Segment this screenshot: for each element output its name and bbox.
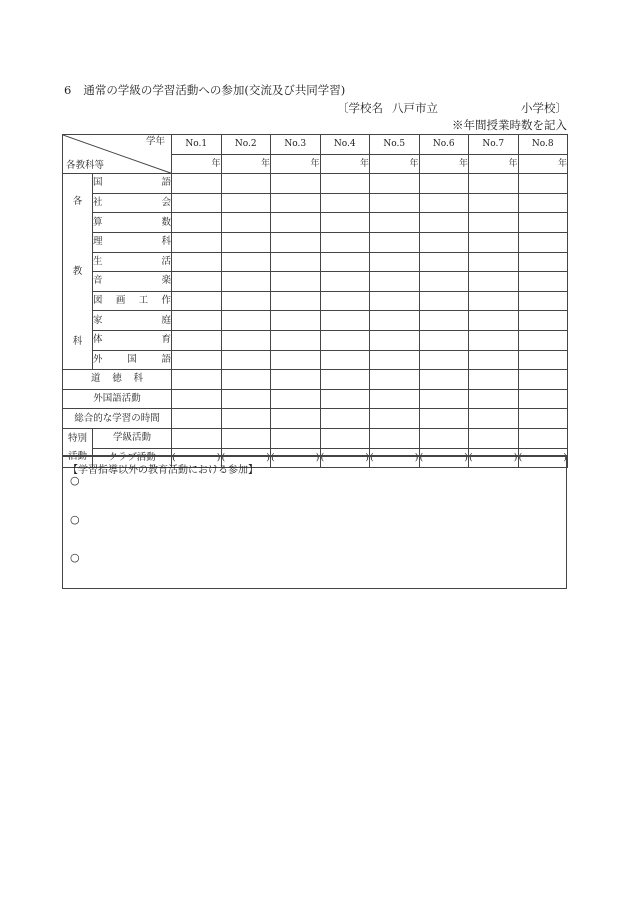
hours-input-cell[interactable] [320,350,370,370]
hours-input-cell[interactable] [370,174,420,194]
section-title: 通常の学級の学習活動への参加(交流及び共同学習) [83,83,346,97]
grade-input-cell[interactable] [172,154,222,174]
subject-row [63,350,568,370]
subject-name-cell [93,213,172,233]
close-paren: ) [414,451,419,463]
hours-input-cell[interactable] [221,252,271,272]
hours-input-cell[interactable] [271,252,321,272]
dotoku-char: 道 [91,373,101,385]
hours-input-cell[interactable] [469,252,519,272]
column-header-no3: No.3 [271,135,321,155]
open-paren: ( [419,451,424,463]
hours-input-cell[interactable] [370,370,420,390]
hours-input-cell[interactable] [320,193,370,213]
subject-name [93,233,171,251]
subject-char: 図 [93,295,103,307]
subject-char: 庭 [161,314,171,326]
grade-suffix-label: 年 [310,158,320,169]
hours-input-cell[interactable] [320,409,370,429]
hours-input-cell[interactable] [221,409,271,429]
subject-name [93,292,171,310]
category-char: 教 [72,265,83,277]
hours-input-cell[interactable] [370,232,420,252]
grade-input-cell[interactable] [221,154,271,174]
hours-input-cell[interactable] [518,428,568,448]
hours-input-cell[interactable] [419,213,469,233]
hours-input-cell[interactable] [320,174,370,194]
hours-input-cell[interactable] [469,311,519,331]
subject-char: 作 [161,295,171,307]
hours-input-cell[interactable] [221,311,271,331]
hours-input-cell[interactable] [419,409,469,429]
subject-name [93,174,171,192]
school-city: 八戸市立 [392,101,438,115]
other-activities-title: 【学習指導以外の教育活動における参加】 [68,465,258,476]
subject-char: 楽 [161,275,171,287]
hours-input-cell[interactable] [172,252,222,272]
foreign-language-activity-label: 外国語活動 [63,389,172,409]
hours-input-cell[interactable] [419,370,469,390]
dotoku-label-cell [63,370,172,390]
hours-input-cell[interactable] [419,428,469,448]
hours-input-cell[interactable] [320,389,370,409]
hours-input-cell[interactable] [271,272,321,292]
hours-input-cell[interactable] [271,428,321,448]
hours-input-cell[interactable] [370,311,420,331]
hours-input-cell[interactable] [271,409,321,429]
subject-char: 語 [161,177,171,189]
grade-suffix-label: 年 [359,158,369,169]
dotoku-label [63,370,171,388]
hours-input-cell[interactable] [419,174,469,194]
hours-input-cell[interactable] [172,232,222,252]
hours-input-cell[interactable] [370,272,420,292]
entry-bullet-2: ○ [70,513,80,526]
subject-name-cell [93,311,172,331]
subject-row [63,174,568,194]
grade-suffix-label: 年 [409,158,419,169]
close-paren: ) [464,451,468,463]
hours-input-cell[interactable] [221,330,271,350]
subject-name [93,214,171,232]
close-paren: ) [365,451,369,463]
hours-input-cell[interactable] [221,213,271,233]
subject-name [93,312,171,330]
hours-input-cell[interactable] [172,330,222,350]
category-char: 科 [72,335,83,347]
subject-name-cell [93,252,172,272]
hours-input-cell[interactable] [221,193,271,213]
header-row [63,135,568,155]
grade-corner-label: 学年 [145,136,165,147]
hours-input-cell[interactable] [469,232,519,252]
subject-char: 音 [93,275,103,287]
grade-suffix-label: 年 [260,158,270,169]
hours-input-cell[interactable] [469,389,519,409]
section-number: 6 [64,83,72,97]
hours-input-cell[interactable] [221,350,271,370]
hours-input-cell[interactable] [469,193,519,213]
entry-bullet-3: ○ [70,551,80,564]
subject-char: 育 [161,334,171,346]
hours-input-cell[interactable] [271,291,321,311]
hours-input-cell[interactable] [419,350,469,370]
subject-char: 会 [161,197,171,209]
hours-input-cell[interactable] [172,291,222,311]
grade-input-cell[interactable] [419,154,469,174]
hours-input-cell[interactable] [221,291,271,311]
grade-input-cell[interactable] [271,154,321,174]
section-heading [64,82,345,98]
category-char: 各 [72,195,83,207]
hours-input-cell[interactable] [320,272,370,292]
hours-input-cell[interactable] [370,409,420,429]
grade-suffix-label: 年 [557,158,567,169]
special-activities-line: 特別 [67,433,87,444]
hours-input-cell[interactable] [172,272,222,292]
hours-input-cell[interactable] [320,330,370,350]
subject-row [63,193,568,213]
hours-input-cell[interactable] [419,272,469,292]
hours-input-cell[interactable] [221,370,271,390]
subject-name-cell [93,272,172,292]
hours-input-cell[interactable] [518,330,568,350]
subject-row [63,232,568,252]
hours-input-cell[interactable] [172,370,222,390]
hours-input-cell[interactable] [271,213,321,233]
hours-input-cell[interactable] [221,428,271,448]
hours-input-cell[interactable] [518,252,568,272]
subject-char: 科 [161,236,171,248]
hours-input-cell[interactable] [469,350,519,370]
hours-input-cell[interactable] [370,350,420,370]
category-kyouka-cell [63,174,93,370]
school-suffix: 小学校〕 [521,101,567,115]
column-header-no4: No.4 [320,135,370,155]
category-kyouka-label [63,187,92,357]
close-paren: ) [513,451,518,463]
hours-input-cell[interactable] [271,330,321,350]
grade-suffix-label: 年 [458,158,468,169]
grade-input-cell[interactable] [469,154,519,174]
class-activity-label: 学級活動 [93,428,172,448]
subject-char: 社 [93,197,103,209]
subject-char: 工 [138,295,149,307]
hours-input-cell[interactable] [370,291,420,311]
hours-input-cell[interactable] [221,174,271,194]
subject-char: 外 [93,353,103,365]
special-activities-line: 活動 [67,451,87,462]
subject-name-cell [93,232,172,252]
subject-row [63,311,568,331]
foreign-language-activity-row [63,389,568,409]
participation-table [62,134,568,468]
subject-row [63,252,568,272]
hours-input-cell[interactable] [518,193,568,213]
open-paren: ( [221,451,226,463]
column-header-no8: No.8 [518,135,568,155]
hours-input-cell[interactable] [419,193,469,213]
class-activity-row [63,428,568,448]
hours-input-cell[interactable] [320,311,370,331]
hours-input-cell[interactable] [320,291,370,311]
hours-input-cell[interactable] [370,213,420,233]
subject-name-cell [93,193,172,213]
subject-name [93,194,171,212]
subject-name-cell [93,291,172,311]
subject-name-cell [93,174,172,194]
subject-char: 数 [161,216,171,228]
hours-input-cell[interactable] [518,409,568,429]
hours-input-cell[interactable] [172,213,222,233]
hours-input-cell[interactable] [271,350,321,370]
hours-input-cell[interactable] [370,330,420,350]
grade-input-cell[interactable] [370,154,420,174]
hours-input-cell[interactable] [271,389,321,409]
hours-input-cell[interactable] [469,291,519,311]
subject-char: 語 [161,353,171,365]
hours-input-cell[interactable] [469,174,519,194]
subject-name-cell [93,350,172,370]
grade-suffix-label: 年 [508,158,518,169]
hours-input-cell[interactable] [469,330,519,350]
subject-row [63,291,568,311]
hours-input-cell[interactable] [419,330,469,350]
club-activity-label: クラブ活動 [93,448,172,468]
close-paren: ) [563,451,567,463]
hours-input-cell[interactable] [172,409,222,429]
grade-input-cell[interactable] [518,154,568,174]
hours-input-cell[interactable] [172,193,222,213]
subject-char: 国 [93,177,103,189]
integrated-study-label: 総合的な学習の時間 [63,409,172,429]
grade-suffix-label: 年 [211,158,221,169]
hours-input-cell[interactable] [370,252,420,272]
dotoku-char: 徳 [112,373,122,385]
hours-input-cell[interactable] [469,370,519,390]
school-label: 〔学校名 [337,101,383,115]
open-paren: ( [172,451,176,463]
hours-input-cell[interactable] [518,350,568,370]
hours-input-cell[interactable] [518,232,568,252]
column-header-no7: No.7 [469,135,519,155]
hours-input-cell[interactable] [419,232,469,252]
subject-name [93,272,171,290]
hours-input-cell[interactable] [518,389,568,409]
subject-row [63,272,568,292]
hours-input-cell[interactable] [320,370,370,390]
subject-char: 理 [93,236,103,248]
hours-input-cell[interactable] [320,252,370,272]
subject-char: 家 [93,314,103,326]
hours-input-cell[interactable] [172,389,222,409]
close-paren: ) [266,451,270,463]
hours-input-cell[interactable] [320,232,370,252]
subjects-corner-label: 各教科等 [66,160,105,172]
hours-input-cell[interactable] [271,193,321,213]
subject-name-cell [93,330,172,350]
hours-input-cell[interactable] [419,291,469,311]
hours-input-cell[interactable] [370,389,420,409]
hours-input-cell[interactable] [172,174,222,194]
subject-row [63,213,568,233]
open-paren: ( [271,451,275,463]
hours-input-cell[interactable] [370,193,420,213]
dotoku-row [63,370,568,390]
hours-input-cell[interactable] [469,213,519,233]
open-paren: ( [469,451,473,463]
close-paren: ) [315,451,320,463]
hours-input-cell[interactable] [419,389,469,409]
column-header-no6: No.6 [419,135,469,155]
subject-char: 活 [161,255,171,267]
hours-input-cell[interactable] [518,311,568,331]
hours-input-cell[interactable] [172,311,222,331]
hours-input-cell[interactable] [518,272,568,292]
corner-header-cell [63,135,172,174]
hours-input-cell[interactable] [172,350,222,370]
subject-name [93,253,171,271]
open-paren: ( [320,451,325,463]
hours-input-cell[interactable] [271,174,321,194]
hours-input-cell[interactable] [518,174,568,194]
column-header-no2: No.2 [221,135,271,155]
hours-input-cell[interactable] [419,252,469,272]
hours-input-cell[interactable] [370,428,420,448]
subject-char: 体 [93,334,103,346]
hours-input-cell[interactable] [221,272,271,292]
hours-input-cell[interactable] [271,370,321,390]
hours-input-cell[interactable] [271,311,321,331]
open-paren: ( [518,451,523,463]
hours-input-cell[interactable] [469,428,519,448]
hours-input-cell[interactable] [320,428,370,448]
hours-input-cell[interactable] [419,311,469,331]
annual-hours-note: ※年間授業時数を記入 [452,118,567,132]
open-paren: ( [370,451,374,463]
dotoku-char: 科 [133,373,143,385]
column-header-no5: No.5 [370,135,420,155]
hours-input-cell[interactable] [221,232,271,252]
hours-input-cell[interactable] [172,428,222,448]
subject-char: 算 [93,216,103,228]
hours-input-cell[interactable] [469,409,519,429]
subject-row [63,330,568,350]
hours-input-cell[interactable] [518,213,568,233]
subject-name [93,331,171,349]
hours-input-cell[interactable] [518,370,568,390]
grade-input-cell[interactable] [320,154,370,174]
subject-char: 生 [93,255,103,267]
integrated-study-row [63,409,568,429]
other-activities-box [62,455,567,589]
hours-input-cell[interactable] [469,272,519,292]
hours-input-cell[interactable] [518,291,568,311]
column-header-no1: No.1 [172,135,222,155]
subject-char: 画 [115,295,126,307]
hours-input-cell[interactable] [320,213,370,233]
hours-input-cell[interactable] [221,389,271,409]
entry-bullet-1: ○ [70,474,80,487]
subject-char: 国 [127,353,137,365]
hours-input-cell[interactable] [271,232,321,252]
subject-name [93,351,171,369]
close-paren: ) [216,451,221,463]
